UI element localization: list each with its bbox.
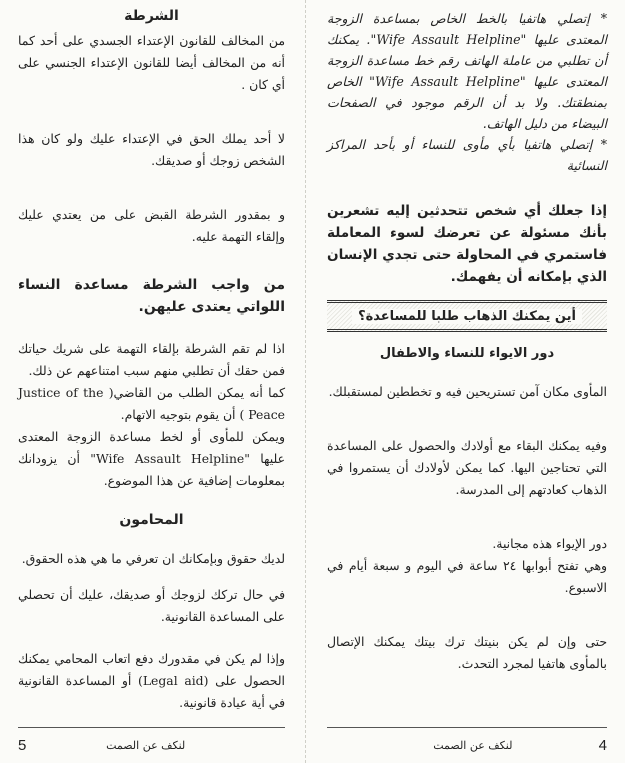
bold-paragraph: إذا جعلك أي شخص تتحدثين إليه تشعرين بأنك مسئولة عن تعرضك لسوء المعاملة فاستمري في المحاولة حتى تجدي الإنسان الذي بإمكانه أن يفهمك. [327,203,607,285]
section-heading-text: أين يمكنك الذهاب طلبا للمساعدة؟ [352,309,582,324]
heading-lawyers: المحامون [119,512,184,528]
paragraph-lawyers-legal-aid: وإذا لم يكن في مقدورك دفع اتعاب المحامي يمكنك الحصول على (Legal aid) أو المساعدة القانونية في أية عيادة قانونية. [18,651,285,710]
paragraph-police-arrest: و بمقدور الشرطة القبض على من يعتدي عليك وإلقاء التهمة عليه. [18,207,285,244]
paragraph-lawyers-rights: لديك حقوق وبإمكانك ان تعرفي ما هي هذه الحقوق. [21,551,285,566]
paragraph-police-right: لا أحد يملك الحق في الإعتداء عليك ولو كان هذا الشخص زوجك أو صديقك. [18,131,285,168]
paragraph-shelter-call: حتى وإن لم يكن بنيتك ترك بيتك يمكنك الإتصال بالمأوى هاتفيا لمجرد التحدث. [327,634,607,671]
page-4 [305,0,625,763]
paragraph-duty-justice: كما أنه يمكن الطلب من القاضي( Justice of the Peace ) أن يقوم بتوجيه الاتهام. [18,385,285,422]
paragraph-lawyers-leave: في حال تركك لزوجك أو صديقك، عليك أن تحصلي على المساعدة القانونية. [18,587,285,624]
page-number: 5 [18,736,27,754]
bullet-helpline: * إتصلي هاتفيا بالخط الخاص بمساعدة الزوجة المعتدى عليها "Wife Assault Helpline". يمكنك أن تطلبي من عاملة الهاتف رقم خط مساعدة الزوجة المعتدى عليها "Wife Assault Helpline" الخاص بمنطقتك. ولا بد أن الرقم موجود في الصفحات البيضاء من دليل الهاتف. [327,11,608,131]
page-5 [0,0,305,763]
paragraph-shelter-stay: وفيه يمكنك البقاء مع أولادك والحصول على المساعدة التي تحتاجين اليها. كما يمكن لأولادك أن يستمروا في الذهاب كعادتهم إلى المدرسة. [327,438,607,497]
paragraph-police-law: من المخالف للقانون الإعتداء الجسدي على أحد كما أنه من المخالف أيضا للقانون الإعتداء الجنسي على أي كان . [18,33,285,92]
paragraph-duty-helpline: ويمكن للمأوى أو لخط مساعدة الزوجة المعتدى عليها "Wife Assault Helpline" أن يزودانك بمعلومات إضافية عن هذا الموضوع. [18,429,285,488]
bullet-shelter: * إتصلي هاتفيا بأي مأوى للنساء أو بأحد المراكز النسائية [327,137,607,173]
paragraph-duty-charge: اذا لم تقم الشرطة بإلقاء التهمة على شريك حياتك فمن حقك أن تطلبي منهم سبب امتناعهم عن ذلك. [18,341,285,378]
paragraph-shelter-free: دور الإيواء هذه مجانية. [492,536,607,551]
subheading-shelters: دور الايواء للنساء والاطفال [379,346,555,361]
page-footer [327,727,607,757]
heading-police: الشرطة [124,8,179,24]
paragraph-shelter-hours: وهي تفتح أبوابها ٢٤ ساعة في اليوم و سبعة أيام في الاسبوع. [327,558,607,595]
page-number: 4 [598,736,607,754]
heading-police-duty: من واجب الشرطة مساعدة النساء اللواتي يعتدى عليهن. [18,277,285,315]
page-footer [18,727,285,757]
footer-title: لنكف عن الصمت [106,738,186,752]
footer-title: لنكف عن الصمت [433,738,513,752]
paragraph-shelter-safe: المأوى مكان آمن تستريحين فيه و تخططين لمستقبلك. [328,384,607,399]
section-heading [327,300,607,332]
